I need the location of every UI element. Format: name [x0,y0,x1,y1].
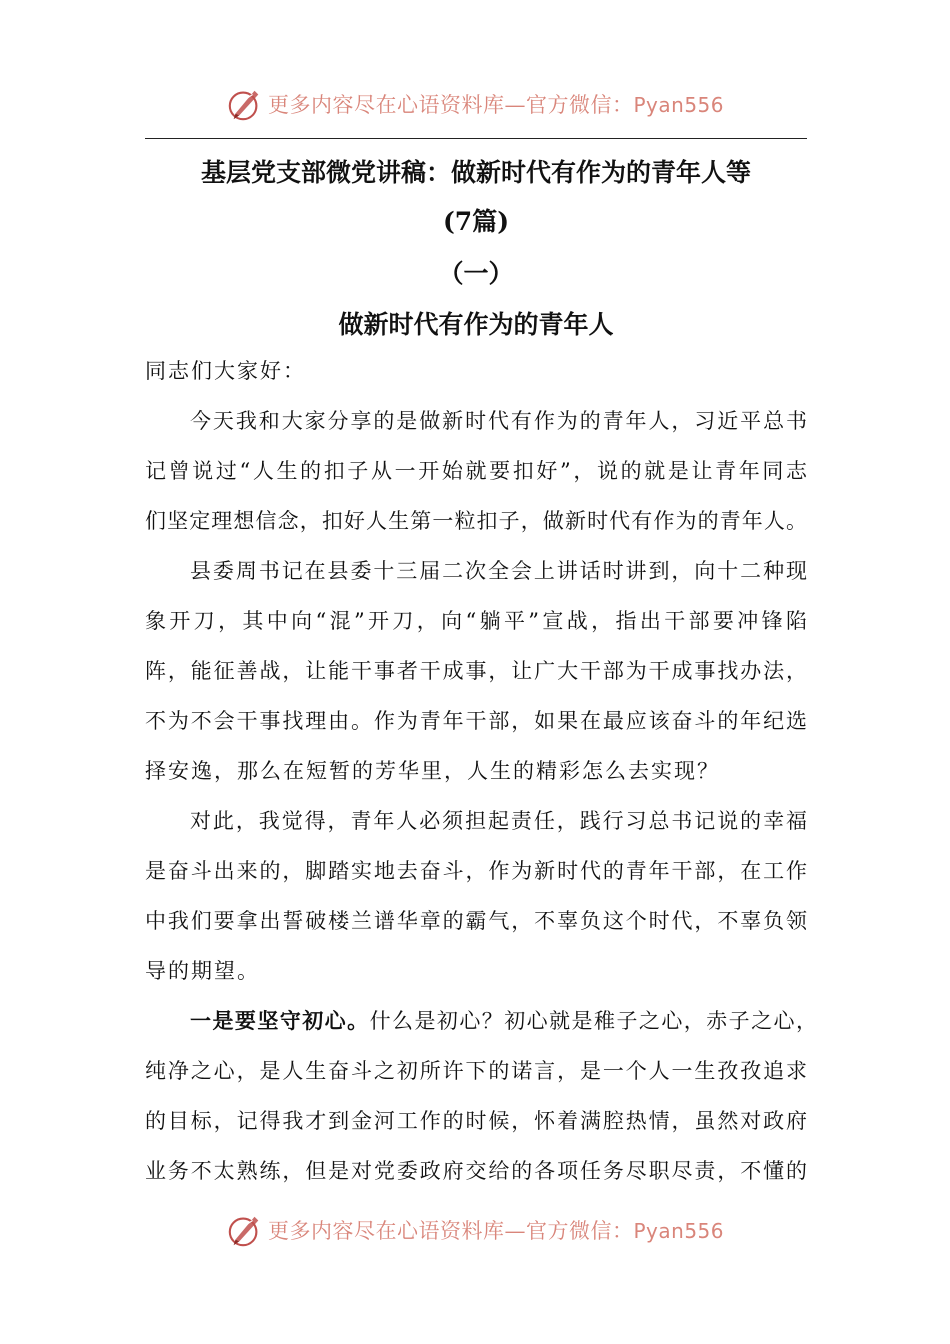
body-line: 是奋斗出来的，脚踏实地去奋斗，作为新时代的青年干部，在工作 [145,859,807,883]
body-line: 纯净之心，是人生奋斗之初所许下的诺言，是一个人一生孜孜追求 [145,1059,807,1083]
body-line: 们坚定理想信念，扣好人生第一粒扣子，做新时代有作为的青年人。 [145,509,807,533]
body-line: 的目标，记得我才到金河工作的时候，怀着满腔热情，虽然对政府 [145,1109,807,1133]
bold-lead: 一是要坚守初心。 [190,1008,370,1033]
body-line-rest: 什么是初心？初心就是稚子之心，赤子之心， [369,1009,817,1033]
wechat-id: Pyan556 [633,1219,724,1243]
document-title-count: (7篇) [442,207,510,236]
body-line: 中我们要拿出誓破楼兰谱华章的霸气，不辜负这个时代，不辜负领 [145,909,807,933]
body-line: 今天我和大家分享的是做新时代有作为的青年人，习近平总书 [190,409,807,433]
watermark-banner-top [0,84,950,124]
watermark-text: 更多内容尽在心语资料库—官方微信：Pyan556 [267,93,724,117]
body-line-lead [190,1006,817,1036]
quill-logo-icon [226,1211,264,1249]
body-line: 阵，能征善战，让能干事者干成事，让广大干部为干成事找办法， [145,659,807,683]
section-number: （一） [438,259,514,288]
body-line: 对此，我觉得，青年人必须担起责任，践行习总书记说的幸福 [190,809,807,833]
wechat-id: Pyan556 [633,93,724,117]
watermark-text: 更多内容尽在心语资料库—官方微信：Pyan556 [267,1219,724,1243]
body-line: 记曾说过“人生的扣子从一开始就要扣好”，说的就是让青年同志 [145,459,807,483]
body-line: 导的期望。 [145,959,260,983]
body-line: 择安逸，那么在短暂的芳华里，人生的精彩怎么去实现？ [145,759,720,783]
body-line: 不为不会干事找理由。作为青年干部，如果在最应该奋斗的年纪选 [145,709,807,733]
watermark-banner-bottom [0,1210,950,1250]
document-title: 基层党支部微党讲稿：做新时代有作为的青年人等 [200,158,751,187]
quill-logo-icon [226,85,264,123]
salutation: 同志们大家好： [145,359,306,383]
section-title: 做新时代有作为的青年人 [338,310,614,339]
header-rule [145,138,807,139]
body-line: 象开刀，其中向“混”开刀，向“躺平”宣战，指出干部要冲锋陷 [145,609,807,633]
body-line: 业务不太熟练，但是对党委政府交给的各项任务尽职尽责，不懂的 [145,1159,807,1183]
body-line: 县委周书记在县委十三届二次全会上讲话时讲到，向十二种现 [190,559,807,583]
